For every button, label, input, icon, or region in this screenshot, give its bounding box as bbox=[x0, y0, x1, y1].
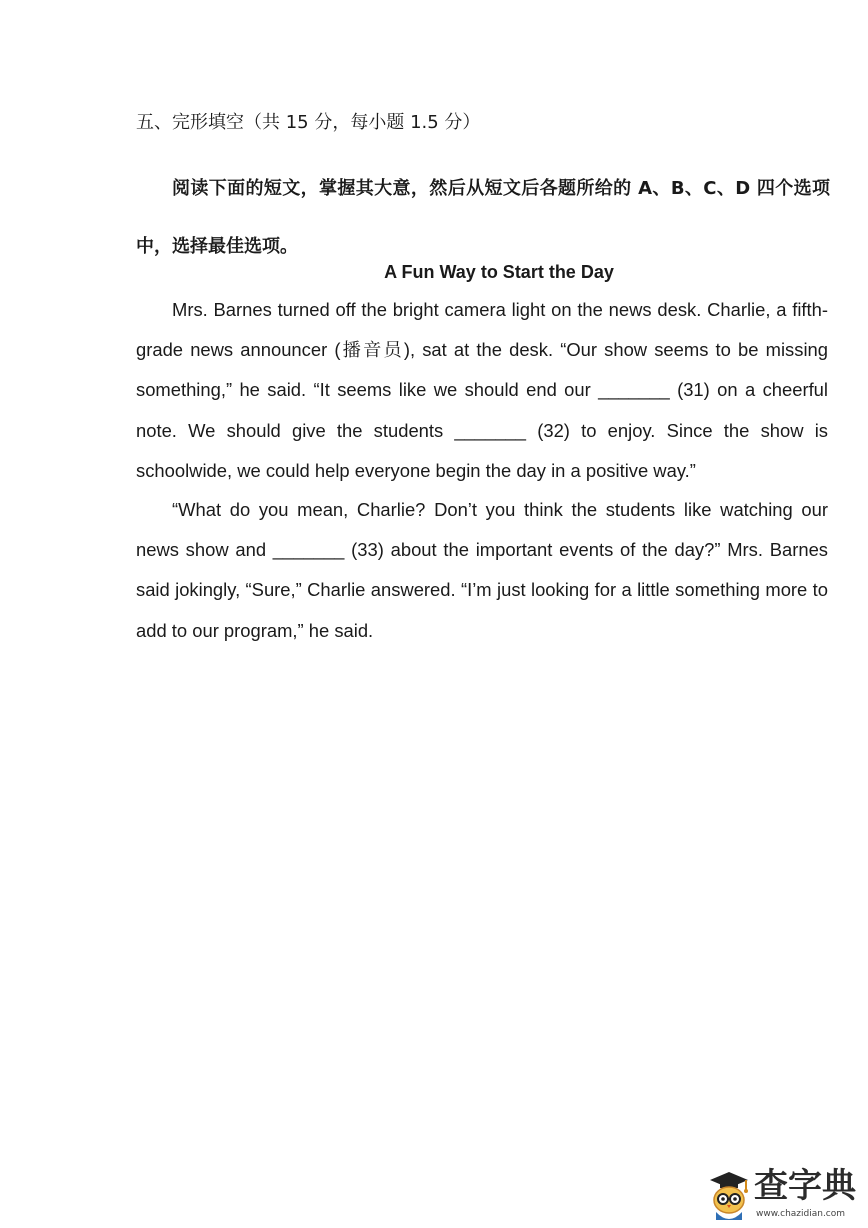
section-instruction: 阅读下面的短文，掌握其大意，然后从短文后各题所给的 A、B、C、D 四个选项中，选择最佳选项。 bbox=[136, 178, 830, 257]
section-heading: 五、完形填空（共 15 分，每小题 1.5 分） bbox=[136, 112, 481, 133]
site-watermark bbox=[706, 1164, 864, 1226]
article-paragraph: “What do you mean, Charlie? Don’t you think the students like watching our news show and _______ (33) about the important events of the day?” Mrs. Barnes said jokingly, “Sure,” Charlie answered. “I’m just looking for a little something more to add to our program,” he said. bbox=[136, 499, 828, 641]
article-paragraph: Mrs. Barnes turned off the bright camera light on the news desk. Charlie, a fifth-grade news announcer (播音员), sat at the desk. “Our show seems to be missing something,” he said. “It seems like we should end our _______ (31) on a cheerful note. We should give the students _______ (32) to enjoy. Since the show is schoolwide, we could help everyone begin the day in a positive way.” bbox=[136, 299, 828, 481]
watermark-name: 查字典 bbox=[754, 1166, 856, 1206]
watermark-url: www.chazidian.com bbox=[756, 1209, 846, 1219]
article-title: A Fun Way to Start the Day bbox=[384, 262, 614, 282]
graduate-owl-icon bbox=[706, 1168, 752, 1222]
